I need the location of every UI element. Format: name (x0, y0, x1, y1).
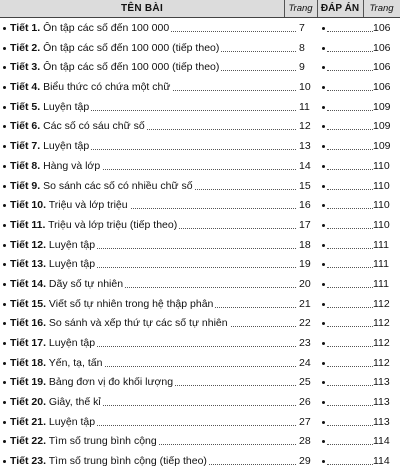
toc-list (0, 18, 400, 471)
dot-leader (327, 149, 373, 150)
lesson-title (10, 41, 221, 55)
bullet-icon (3, 263, 6, 266)
bullet-icon (3, 283, 6, 286)
lesson-title (10, 179, 195, 193)
lesson-name: Giây, thế kỉ (48, 396, 101, 409)
answer-page: 113 (373, 415, 390, 428)
bullet-icon (322, 440, 325, 443)
lesson-title (10, 159, 102, 173)
toc-row (0, 274, 400, 294)
answer-page: 106 (373, 22, 391, 34)
lesson-number: Tiết 11. (10, 218, 46, 231)
bullet-icon (3, 322, 6, 325)
bullet-icon (3, 342, 6, 345)
lesson-name: Ôn tập các số đến 100 000 (43, 22, 170, 34)
toc-header (0, 0, 400, 18)
bullet-icon (322, 421, 325, 424)
dot-leader (327, 425, 373, 426)
bullet-icon (3, 125, 6, 128)
lesson-name: Luyện tập (48, 415, 96, 428)
bullet-icon (322, 27, 325, 30)
toc-row (0, 294, 400, 314)
dot-leader (327, 385, 373, 386)
bullet-icon (3, 86, 6, 89)
lesson-number: Tiết 19. (10, 376, 46, 389)
lesson-name: Luyện tập (43, 100, 90, 113)
lesson-page: 19 (299, 258, 311, 271)
lesson-page: 13 (299, 140, 311, 153)
bullet-icon (322, 342, 325, 345)
lesson-number: Tiết 14. (10, 277, 46, 290)
answer-page: 114 (373, 435, 390, 448)
bullet-icon (3, 421, 6, 424)
lesson-page: 12 (299, 120, 311, 133)
lesson-number: Tiết 7. (10, 140, 41, 153)
lesson-number: Tiết 17. (10, 337, 46, 349)
dot-leader (327, 444, 373, 445)
bullet-icon (3, 460, 6, 463)
bullet-icon (3, 381, 6, 384)
bullet-icon (3, 106, 6, 109)
bullet-icon (322, 362, 325, 365)
toc-row (0, 431, 400, 451)
answer-page: 106 (373, 61, 391, 74)
lesson-page: 23 (299, 337, 311, 349)
answer-page: 109 (373, 120, 391, 133)
dot-leader (327, 31, 373, 32)
answer-page: 112 (373, 317, 390, 330)
lesson-page: 28 (299, 435, 311, 448)
toc-row (0, 313, 400, 333)
bullet-icon (3, 244, 6, 247)
bullet-icon (3, 362, 6, 365)
lesson-title (10, 21, 171, 35)
toc-row (0, 353, 400, 373)
lesson-page: 8 (299, 41, 305, 54)
lesson-number: Tiết 13. (10, 258, 46, 271)
lesson-name: So sánh các số có nhiều chữ số (43, 179, 193, 192)
lesson-number: Tiết 21. (10, 415, 46, 428)
answer-page: 113 (373, 396, 390, 409)
dot-leader (327, 90, 373, 91)
lesson-title (10, 238, 97, 252)
toc-row (0, 116, 400, 136)
bullet-icon (3, 303, 6, 306)
lesson-number: Tiết 23. (10, 455, 46, 468)
lesson-name: Viết số tự nhiên trong hệ thập phân (48, 297, 214, 310)
lesson-page: 7 (299, 22, 305, 34)
lesson-number: Tiết 2. (10, 41, 41, 54)
lesson-name: Triệu và lớp triệu (tiếp theo) (48, 218, 178, 231)
dot-leader (327, 464, 373, 465)
lesson-number: Tiết 20. (10, 396, 46, 409)
bullet-icon (322, 145, 325, 148)
lesson-title (10, 218, 179, 232)
answer-page: 110 (373, 179, 390, 192)
lesson-title (10, 415, 97, 429)
lesson-page: 24 (299, 356, 311, 369)
answer-page: 109 (373, 140, 391, 153)
toc-row (0, 57, 400, 77)
toc-row (0, 451, 400, 471)
lesson-title (10, 454, 209, 468)
toc-row (0, 333, 400, 353)
lesson-title (10, 434, 159, 448)
bullet-icon (322, 106, 325, 109)
bullet-icon (322, 381, 325, 384)
dot-leader (327, 366, 373, 367)
lesson-number: Tiết 18. (10, 356, 46, 369)
lesson-name: Luyện tập (48, 238, 96, 251)
lesson-name: Tìm số trung bình cộng (tiếp theo) (48, 455, 207, 468)
lesson-number: Tiết 22. (10, 435, 46, 448)
bullet-icon (3, 66, 6, 69)
toc-row (0, 38, 400, 58)
bullet-icon (322, 401, 325, 404)
toc-row (0, 392, 400, 412)
dot-leader (327, 346, 373, 347)
dot-leader (327, 326, 373, 327)
dot-leader (327, 228, 373, 229)
lesson-name: Bảng đơn vị đo khối lượng (48, 376, 174, 389)
lesson-name: Triệu và lớp triệu (48, 199, 128, 212)
dot-leader (327, 189, 373, 190)
dot-leader (327, 129, 373, 130)
toc-row (0, 235, 400, 255)
lesson-name: Luyện tập (48, 258, 96, 271)
answer-page: 111 (373, 277, 389, 290)
lesson-number: Tiết 5. (10, 100, 41, 113)
lesson-title (10, 316, 230, 330)
dot-leader (327, 267, 373, 268)
lesson-title (10, 395, 103, 409)
lesson-title (10, 375, 175, 389)
bullet-icon (3, 27, 6, 30)
toc-row (0, 77, 400, 97)
lesson-title (10, 100, 91, 114)
bullet-icon (322, 47, 325, 50)
header-answers-page-label: Trang (369, 3, 394, 14)
answer-page: 111 (373, 258, 389, 271)
lesson-page: 10 (299, 81, 311, 94)
answer-page: 112 (373, 356, 390, 369)
dot-leader (327, 287, 373, 288)
lesson-number: Tiết 1. (10, 22, 41, 34)
bullet-icon (322, 263, 325, 266)
lesson-title (10, 277, 125, 291)
lesson-title (10, 297, 215, 311)
lesson-number: Tiết 6. (10, 120, 41, 133)
lesson-name: Biểu thức có chứa một chữ (43, 81, 171, 94)
bullet-icon (3, 165, 6, 168)
dot-leader (327, 110, 373, 111)
bullet-icon (3, 224, 6, 227)
lesson-page: 29 (299, 455, 311, 468)
lesson-number: Tiết 15. (10, 297, 46, 310)
lesson-title (10, 336, 97, 350)
lesson-number: Tiết 3. (10, 61, 41, 74)
bullet-icon (3, 145, 6, 148)
answer-page: 112 (373, 297, 390, 310)
bullet-icon (322, 66, 325, 69)
toc-row (0, 215, 400, 235)
answer-page: 110 (373, 218, 390, 231)
toc-row (0, 372, 400, 392)
bullet-icon (3, 204, 6, 207)
lesson-number: Tiết 16. (10, 317, 46, 330)
bullet-icon (322, 460, 325, 463)
dot-leader (327, 248, 373, 249)
dot-leader (327, 208, 373, 209)
toc-row (0, 18, 400, 38)
header-answers-label: ĐÁP ÁN (320, 3, 360, 14)
dot-leader (327, 70, 373, 71)
lesson-name: Các số có sáu chữ số (43, 120, 145, 133)
bullet-icon (322, 244, 325, 247)
bullet-icon (3, 401, 6, 404)
lesson-title (10, 80, 172, 94)
bullet-icon (322, 224, 325, 227)
lesson-page: 11 (299, 100, 310, 113)
toc-row (0, 195, 400, 215)
lesson-title (10, 119, 147, 133)
lesson-name: Hàng và lớp (43, 159, 101, 172)
lesson-title (10, 139, 91, 153)
toc-row (0, 176, 400, 196)
dot-leader (327, 51, 373, 52)
bullet-icon (322, 165, 325, 168)
answer-page: 113 (373, 376, 390, 389)
answer-page: 111 (373, 238, 389, 251)
lesson-name: Yến, tạ, tấn (48, 356, 103, 369)
bullet-icon (322, 204, 325, 207)
lesson-title (10, 356, 104, 370)
lesson-page: 22 (299, 317, 311, 330)
toc-row (0, 412, 400, 432)
bullet-icon (322, 283, 325, 286)
lesson-page: 16 (299, 199, 311, 212)
header-title: TÊN BÀI (120, 3, 164, 14)
lesson-number: Tiết 4. (10, 81, 41, 94)
lesson-page: 18 (299, 238, 311, 251)
lesson-name: Luyện tập (43, 140, 90, 153)
lesson-name: Tìm số trung bình cộng (48, 435, 157, 448)
bullet-icon (3, 440, 6, 443)
lesson-name: Luyện tập (48, 337, 96, 349)
answer-page: 106 (373, 41, 391, 54)
toc-row (0, 136, 400, 156)
lesson-title (10, 60, 221, 74)
answer-page: 114 (373, 455, 390, 468)
lesson-page: 25 (299, 376, 311, 389)
bullet-icon (322, 303, 325, 306)
lesson-number: Tiết 9. (10, 179, 41, 192)
lesson-name: Ôn tập các số đến 100 000 (tiếp theo) (43, 41, 220, 54)
dot-leader (327, 405, 373, 406)
toc-row (0, 97, 400, 117)
bullet-icon (322, 322, 325, 325)
toc-row (0, 254, 400, 274)
lesson-title (10, 257, 97, 271)
bullet-icon (322, 185, 325, 188)
lesson-page: 15 (299, 179, 311, 192)
lesson-page: 14 (299, 159, 311, 172)
lesson-title (10, 198, 130, 212)
lesson-page: 27 (299, 415, 311, 428)
lesson-page: 21 (299, 297, 311, 310)
lesson-name: Dãy số tự nhiên (48, 277, 124, 290)
bullet-icon (322, 125, 325, 128)
dot-leader (327, 169, 373, 170)
answer-page: 112 (373, 337, 390, 349)
lesson-number: Tiết 12. (10, 238, 46, 251)
lesson-page: 9 (299, 61, 305, 74)
lesson-page: 17 (299, 218, 311, 231)
bullet-icon (3, 47, 6, 50)
answer-page: 110 (373, 199, 390, 212)
toc-row (0, 156, 400, 176)
dot-leader (327, 307, 373, 308)
answer-page: 106 (373, 81, 391, 94)
lesson-page: 20 (299, 277, 311, 290)
answer-page: 109 (373, 100, 391, 113)
bullet-icon (3, 185, 6, 188)
lesson-page: 26 (299, 396, 311, 409)
lesson-number: Tiết 10. (10, 199, 46, 212)
lesson-number: Tiết 8. (10, 159, 41, 172)
lesson-name: So sánh và xếp thứ tự các số tự nhiên (48, 317, 228, 330)
header-page-label: Trang (288, 3, 313, 14)
lesson-name: Ôn tập các số đến 100 000 (tiếp theo) (43, 61, 220, 74)
bullet-icon (322, 86, 325, 89)
answer-page: 110 (373, 159, 390, 172)
